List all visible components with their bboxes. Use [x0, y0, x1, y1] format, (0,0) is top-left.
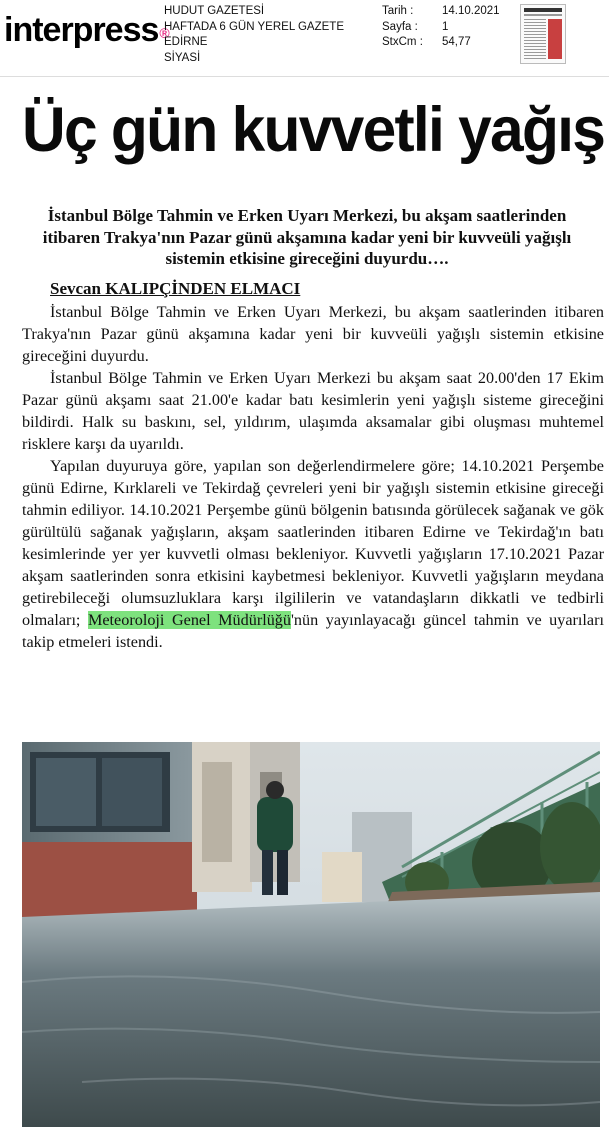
paragraph-3-text: Yapılan duyuruya göre, yapılan son değerlendirmelere göre; 14.10.2021 Perşembe günü Edirne, Kırklareli ve Tekirdağ çevreleri yeni bir yağışlı sistemin etkisine gireceği tahmin ediliyor. 14.10.2021 Perşembe günü bölgenin batısında görülecek sağanak ve gök gürültülü sağanak yağışların, akşam saatlerinden itibaren Edirne ve Tekirdağ'ın batı kesimlerinde yer yer kuvvetli olması bekleniyor. Kuvvetli yağışların 17.10.2021 Pazar akşam saatlerinden sonra etkisini kaybetmesi bekleniyor. Kuvvetli yağışların meydana getirebileceği olumsuzluklara karşı ilgililerin ve vatandaşların dikkatli ve tedbirli olmaları; [22, 457, 604, 629]
clipping-meta [382, 4, 500, 51]
thumbnail-text-column [524, 19, 546, 59]
body-paragraph-3 [22, 455, 604, 653]
article-photo [22, 742, 600, 1127]
article-body [22, 301, 604, 653]
date-value: 14.10.2021 [442, 5, 500, 17]
flooded-street-image [22, 742, 600, 1127]
logo-registered-mark: ® [159, 25, 169, 41]
publication-category: SİYASİ [164, 51, 201, 64]
body-paragraph-2: İstanbul Bölge Tahmin ve Erken Uyarı Merkezi bu akşam saat 20.00'den 17 Ekim Pazar günü akşamı saat 21.00'e kadar batı kesimlerin yeni yağışlı sisteme gireceğini bildirdi. Halk su baskını, sel, yıldırım, ulaşımda aksamalar gibi oluşması muhtemel risklere karşı da uyarıldı. [22, 369, 604, 453]
clipping-header [0, 0, 609, 75]
interpress-logo [4, 10, 169, 50]
stxcm-row [382, 35, 500, 51]
thumbnail-ad-block [548, 19, 562, 59]
stxcm-value: 54,77 [442, 36, 471, 48]
date-label: Tarih : [382, 5, 414, 17]
article-headline: Üç gün kuvvetli yağış [22, 95, 605, 165]
page-value: 1 [442, 20, 449, 33]
thumbnail-rule [524, 14, 562, 16]
paragraph-3-text-end: 'nün yayınlayacağı güncel tahmin ve uyarıları takip etmeleri istendi. [22, 611, 605, 651]
page-label: Sayfa : [382, 20, 418, 33]
logo-text: interpress [4, 11, 159, 49]
page-row [382, 20, 500, 36]
header-divider [0, 76, 609, 77]
body-paragraph-1: İstanbul Bölge Tahmin ve Erken Uyarı Merkezi, bu akşam saatlerinden itibaren Trakya'nın Pazar günü akşamına kadar yeni bir kuvveüli yağışlı sistemin etkisine gireceğini duyurdu. [22, 303, 604, 365]
stxcm-label: StxCm : [382, 36, 423, 48]
article-byline: Sevcan KALIPÇİNDEN ELMACI [50, 279, 301, 298]
publication-name: HUDUT GAZETESİ [164, 5, 265, 17]
date-row [382, 4, 500, 20]
page-thumbnail[interactable] [520, 4, 566, 64]
publication-frequency: HAFTADA 6 GÜN YEREL GAZETE [164, 20, 344, 33]
publication-city: EDİRNE [164, 36, 208, 48]
article-lead: İstanbul Bölge Tahmin ve Erken Uyarı Merkezi, bu akşam saatlerinden itibaren Trakya'nın Pazar günü akşamına kadar yeni bir kuvveüli yağışlı sistemin etkisine gireceğini duyurdu…. [42, 206, 572, 268]
publication-info [164, 4, 344, 66]
highlighted-term: Meteoroloji Genel Müdürlüğü [87, 611, 291, 629]
thumbnail-masthead [524, 8, 562, 12]
